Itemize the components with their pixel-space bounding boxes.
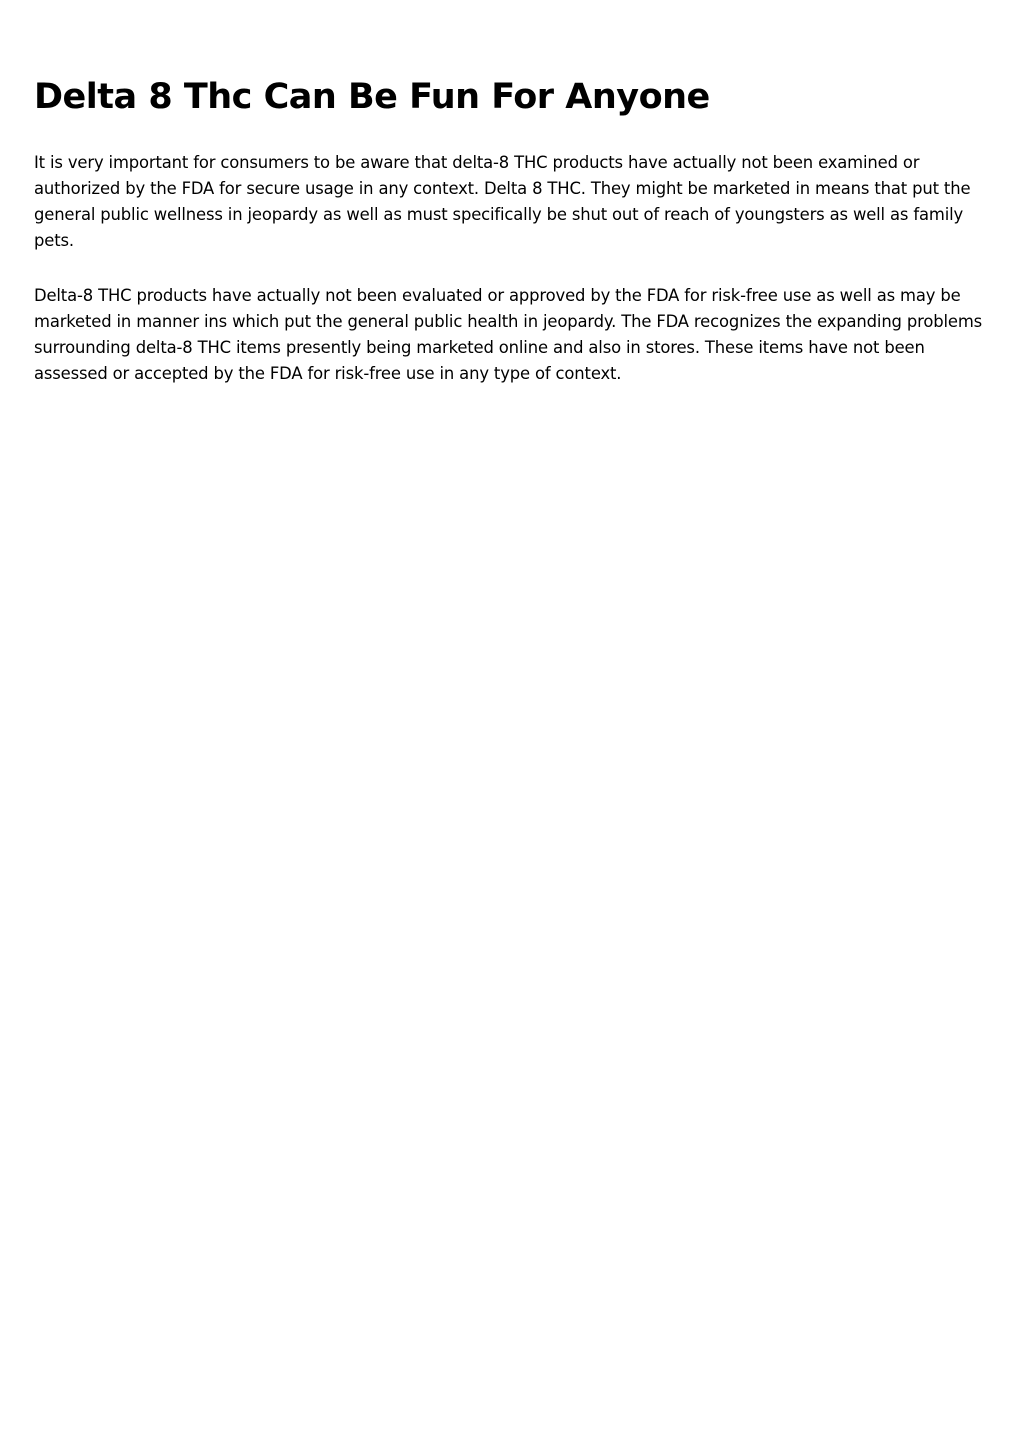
paragraph-2: Delta-8 THC products have actually not been evaluated or approved by the FDA for risk-free use as well as may be marketed in manner ins which put the general public health in jeopardy. The FDA recognizes the expanding problems surrounding delta-8 THC items presently being marketed online and also in stores. These items have not been assessed or accepted by the FDA for risk-free use in any type of context. bbox=[34, 286, 983, 383]
page-title: Delta 8 Thc Can Be Fun For Anyone bbox=[34, 77, 710, 117]
paragraph-1: It is very important for consumers to be aware that delta-8 THC products have actually not been examined or authorized by the FDA for secure usage in any context. Delta 8 THC. They might be marketed in means that put the general public wellness in jeopardy as well as must specifically be shut out of reach of youngsters as well as family pets. bbox=[34, 153, 971, 250]
